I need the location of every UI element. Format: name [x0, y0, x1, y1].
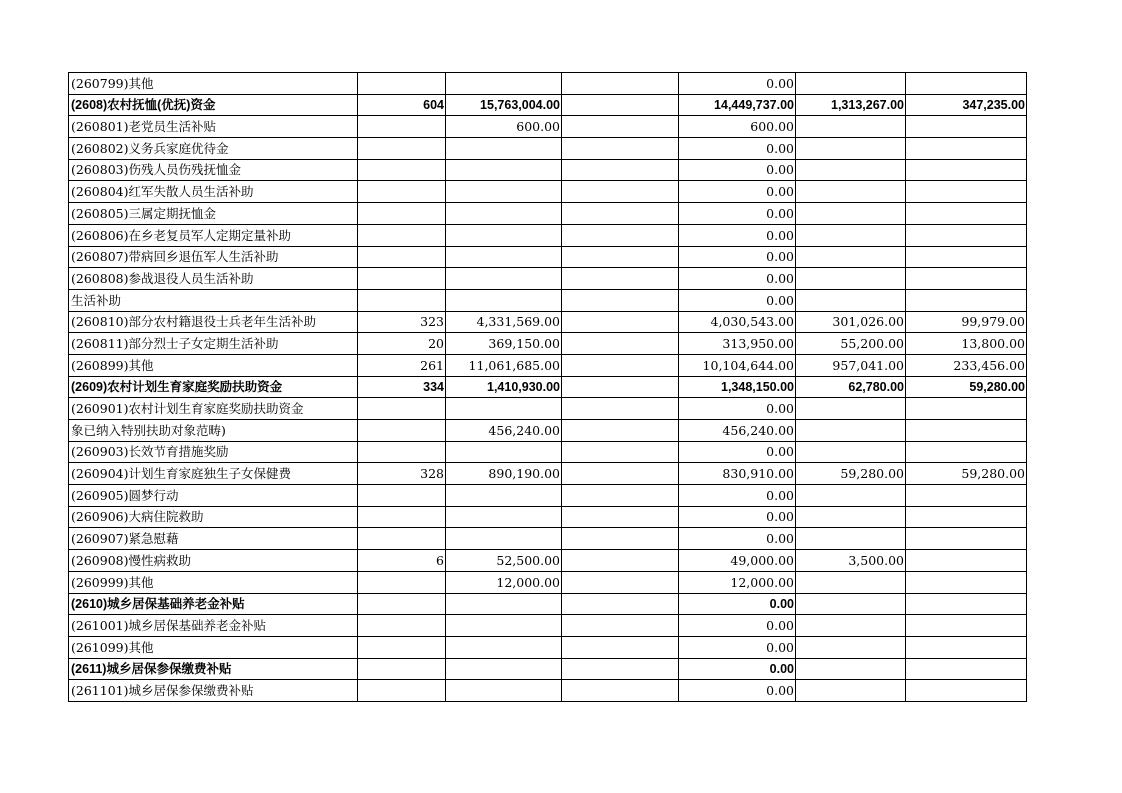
amount-cell-5: 3,500.00 [796, 550, 906, 572]
amount-cell-5 [796, 398, 906, 420]
total-amount-cell: 4,331,569.00 [446, 311, 562, 333]
amount-cell-4: 0.00 [679, 441, 796, 463]
amount-cell-5 [796, 615, 906, 637]
amount-cell-4: 0.00 [679, 485, 796, 507]
amount-cell-4: 14,449,737.00 [679, 94, 796, 116]
total-amount-cell [446, 506, 562, 528]
blank-cell [562, 224, 679, 246]
amount-cell-5: 1,313,267.00 [796, 94, 906, 116]
amount-cell-5 [796, 506, 906, 528]
table-row [69, 420, 1027, 442]
amount-cell-6: 59,280.00 [906, 463, 1027, 485]
item-name-cell: (261099)其他 [69, 636, 358, 658]
category-row [69, 593, 1027, 615]
item-name-cell: (260802)义务兵家庭优待金 [69, 138, 358, 160]
item-name-cell: (260801)老党员生活补贴 [69, 116, 358, 138]
total-amount-cell [446, 159, 562, 181]
count-cell [358, 506, 446, 528]
amount-cell-5 [796, 680, 906, 702]
total-amount-cell: 15,763,004.00 [446, 94, 562, 116]
amount-cell-4: 10,104,644.00 [679, 354, 796, 376]
amount-cell-6 [906, 224, 1027, 246]
amount-cell-6: 347,235.00 [906, 94, 1027, 116]
table-row [69, 550, 1027, 572]
amount-cell-4: 600.00 [679, 116, 796, 138]
total-amount-cell [446, 268, 562, 290]
item-name-cell: (260903)长效节育措施奖励 [69, 441, 358, 463]
amount-cell-5 [796, 441, 906, 463]
table-row [69, 463, 1027, 485]
item-name-cell: (260904)计划生育家庭独生子女保健费 [69, 463, 358, 485]
count-cell [358, 680, 446, 702]
item-name-cell: (261101)城乡居保参保缴费补贴 [69, 680, 358, 702]
total-amount-cell: 600.00 [446, 116, 562, 138]
amount-cell-5: 59,280.00 [796, 463, 906, 485]
total-amount-cell [446, 224, 562, 246]
item-name-cell: (260808)参战退役人员生活补助 [69, 268, 358, 290]
total-amount-cell: 52,500.00 [446, 550, 562, 572]
category-row [69, 94, 1027, 116]
amount-cell-5 [796, 528, 906, 550]
amount-cell-5 [796, 289, 906, 311]
count-cell [358, 571, 446, 593]
amount-cell-6 [906, 615, 1027, 637]
blank-cell [562, 528, 679, 550]
total-amount-cell [446, 615, 562, 637]
table-row [69, 506, 1027, 528]
count-cell [358, 398, 446, 420]
amount-cell-6 [906, 420, 1027, 442]
table-row [69, 636, 1027, 658]
total-amount-cell: 890,190.00 [446, 463, 562, 485]
table-row [69, 224, 1027, 246]
amount-cell-4: 0.00 [679, 528, 796, 550]
amount-cell-5 [796, 203, 906, 225]
amount-cell-6 [906, 680, 1027, 702]
count-cell: 261 [358, 354, 446, 376]
amount-cell-5 [796, 246, 906, 268]
amount-cell-5 [796, 138, 906, 160]
blank-cell [562, 246, 679, 268]
amount-cell-4: 0.00 [679, 159, 796, 181]
amount-cell-4: 0.00 [679, 268, 796, 290]
item-name-cell: (260905)圆梦行动 [69, 485, 358, 507]
table-row [69, 73, 1027, 95]
blank-cell [562, 138, 679, 160]
total-amount-cell [446, 658, 562, 680]
amount-cell-6 [906, 73, 1027, 95]
count-cell: 6 [358, 550, 446, 572]
table-row [69, 571, 1027, 593]
amount-cell-4: 0.00 [679, 246, 796, 268]
amount-cell-4: 0.00 [679, 138, 796, 160]
total-amount-cell [446, 138, 562, 160]
amount-cell-5: 55,200.00 [796, 333, 906, 355]
amount-cell-6: 59,280.00 [906, 376, 1027, 398]
amount-cell-4: 313,950.00 [679, 333, 796, 355]
table-row [69, 268, 1027, 290]
amount-cell-6 [906, 246, 1027, 268]
blank-cell [562, 485, 679, 507]
blank-cell [562, 441, 679, 463]
amount-cell-4: 0.00 [679, 181, 796, 203]
item-name-cell: (260906)大病住院救助 [69, 506, 358, 528]
amount-cell-6 [906, 593, 1027, 615]
blank-cell [562, 550, 679, 572]
total-amount-cell [446, 73, 562, 95]
amount-cell-6 [906, 571, 1027, 593]
count-cell [358, 420, 446, 442]
amount-cell-5: 301,026.00 [796, 311, 906, 333]
blank-cell [562, 181, 679, 203]
count-cell: 20 [358, 333, 446, 355]
item-name-cell: (260907)紧急慰藉 [69, 528, 358, 550]
count-cell [358, 203, 446, 225]
item-name-cell: (260901)农村计划生育家庭奖励扶助资金 [69, 398, 358, 420]
amount-cell-6: 233,456.00 [906, 354, 1027, 376]
blank-cell [562, 354, 679, 376]
total-amount-cell [446, 398, 562, 420]
blank-cell [562, 333, 679, 355]
table-row [69, 441, 1027, 463]
item-name-cell: (260810)部分农村籍退役士兵老年生活补助 [69, 311, 358, 333]
amount-cell-4: 0.00 [679, 398, 796, 420]
table-row [69, 289, 1027, 311]
amount-cell-6 [906, 506, 1027, 528]
total-amount-cell: 11,061,685.00 [446, 354, 562, 376]
table-row [69, 485, 1027, 507]
blank-cell [562, 376, 679, 398]
table-row [69, 116, 1027, 138]
item-name-cell: (260807)带病回乡退伍军人生活补助 [69, 246, 358, 268]
item-name-cell: (2610)城乡居保基础养老金补贴 [69, 593, 358, 615]
count-cell [358, 224, 446, 246]
amount-cell-4: 4,030,543.00 [679, 311, 796, 333]
count-cell [358, 593, 446, 615]
item-name-cell: (260804)红军失散人员生活补助 [69, 181, 358, 203]
count-cell: 604 [358, 94, 446, 116]
amount-cell-6 [906, 441, 1027, 463]
item-name-cell: (260908)慢性病救助 [69, 550, 358, 572]
count-cell: 334 [358, 376, 446, 398]
count-cell [358, 268, 446, 290]
amount-cell-6 [906, 485, 1027, 507]
item-name-cell: 生活补助 [69, 289, 358, 311]
total-amount-cell [446, 485, 562, 507]
amount-cell-6 [906, 203, 1027, 225]
count-cell [358, 159, 446, 181]
amount-cell-4: 0.00 [679, 593, 796, 615]
amount-cell-5 [796, 485, 906, 507]
blank-cell [562, 73, 679, 95]
blank-cell [562, 420, 679, 442]
item-name-cell: (260799)其他 [69, 73, 358, 95]
blank-cell [562, 658, 679, 680]
total-amount-cell [446, 528, 562, 550]
amount-cell-4: 0.00 [679, 506, 796, 528]
blank-cell [562, 116, 679, 138]
count-cell [358, 138, 446, 160]
amount-cell-4: 0.00 [679, 680, 796, 702]
count-cell [358, 658, 446, 680]
blank-cell [562, 311, 679, 333]
item-name-cell: (260899)其他 [69, 354, 358, 376]
amount-cell-4: 12,000.00 [679, 571, 796, 593]
blank-cell [562, 159, 679, 181]
amount-cell-4: 0.00 [679, 658, 796, 680]
amount-cell-6 [906, 658, 1027, 680]
item-name-cell: 象已纳入特别扶助对象范畴) [69, 420, 358, 442]
amount-cell-6 [906, 289, 1027, 311]
blank-cell [562, 398, 679, 420]
total-amount-cell [446, 636, 562, 658]
table-row [69, 181, 1027, 203]
blank-cell [562, 593, 679, 615]
total-amount-cell: 456,240.00 [446, 420, 562, 442]
amount-cell-6 [906, 138, 1027, 160]
count-cell [358, 485, 446, 507]
amount-cell-4: 0.00 [679, 203, 796, 225]
item-name-cell: (261001)城乡居保基础养老金补贴 [69, 615, 358, 637]
amount-cell-5 [796, 268, 906, 290]
item-name-cell: (2608)农村抚恤(优抚)资金 [69, 94, 358, 116]
amount-cell-6: 13,800.00 [906, 333, 1027, 355]
table-row [69, 159, 1027, 181]
count-cell [358, 73, 446, 95]
table-row [69, 311, 1027, 333]
amount-cell-4: 1,348,150.00 [679, 376, 796, 398]
blank-cell [562, 289, 679, 311]
item-name-cell: (260803)伤残人员伤残抚恤金 [69, 159, 358, 181]
total-amount-cell [446, 441, 562, 463]
blank-cell [562, 463, 679, 485]
total-amount-cell [446, 246, 562, 268]
amount-cell-4: 0.00 [679, 636, 796, 658]
count-cell [358, 636, 446, 658]
table-row [69, 615, 1027, 637]
table-row [69, 354, 1027, 376]
amount-cell-4: 0.00 [679, 615, 796, 637]
amount-cell-5 [796, 658, 906, 680]
total-amount-cell: 1,410,930.00 [446, 376, 562, 398]
count-cell [358, 116, 446, 138]
blank-cell [562, 94, 679, 116]
amount-cell-4: 0.00 [679, 73, 796, 95]
amount-cell-4: 0.00 [679, 224, 796, 246]
amount-cell-5 [796, 593, 906, 615]
item-name-cell: (2609)农村计划生育家庭奖励扶助资金 [69, 376, 358, 398]
amount-cell-5 [796, 73, 906, 95]
item-name-cell: (2611)城乡居保参保缴费补贴 [69, 658, 358, 680]
amount-cell-5 [796, 159, 906, 181]
amount-cell-5 [796, 116, 906, 138]
amount-cell-5 [796, 420, 906, 442]
table-row [69, 528, 1027, 550]
count-cell [358, 181, 446, 203]
count-cell [358, 289, 446, 311]
amount-cell-6 [906, 116, 1027, 138]
amount-cell-5 [796, 181, 906, 203]
amount-cell-6 [906, 550, 1027, 572]
category-row [69, 376, 1027, 398]
blank-cell [562, 615, 679, 637]
count-cell [358, 246, 446, 268]
count-cell [358, 615, 446, 637]
table-row [69, 246, 1027, 268]
item-name-cell: (260806)在乡老复员军人定期定量补助 [69, 224, 358, 246]
item-name-cell: (260811)部分烈士子女定期生活补助 [69, 333, 358, 355]
amount-cell-5: 957,041.00 [796, 354, 906, 376]
table-row [69, 138, 1027, 160]
table-row [69, 398, 1027, 420]
total-amount-cell [446, 203, 562, 225]
count-cell: 328 [358, 463, 446, 485]
item-name-cell: (260805)三属定期抚恤金 [69, 203, 358, 225]
total-amount-cell: 369,150.00 [446, 333, 562, 355]
blank-cell [562, 203, 679, 225]
total-amount-cell [446, 680, 562, 702]
amount-cell-6 [906, 528, 1027, 550]
total-amount-cell: 12,000.00 [446, 571, 562, 593]
blank-cell [562, 636, 679, 658]
item-name-cell: (260999)其他 [69, 571, 358, 593]
amount-cell-4: 0.00 [679, 289, 796, 311]
amount-cell-6 [906, 268, 1027, 290]
amount-cell-6 [906, 398, 1027, 420]
budget-table [68, 72, 1027, 702]
total-amount-cell [446, 593, 562, 615]
amount-cell-6 [906, 181, 1027, 203]
count-cell: 323 [358, 311, 446, 333]
amount-cell-6 [906, 636, 1027, 658]
amount-cell-4: 49,000.00 [679, 550, 796, 572]
amount-cell-5 [796, 571, 906, 593]
category-row [69, 658, 1027, 680]
amount-cell-4: 830,910.00 [679, 463, 796, 485]
budget-table-body [69, 73, 1027, 702]
amount-cell-5: 62,780.00 [796, 376, 906, 398]
amount-cell-6: 99,979.00 [906, 311, 1027, 333]
blank-cell [562, 506, 679, 528]
blank-cell [562, 680, 679, 702]
amount-cell-4: 456,240.00 [679, 420, 796, 442]
amount-cell-5 [796, 224, 906, 246]
amount-cell-6 [906, 159, 1027, 181]
total-amount-cell [446, 181, 562, 203]
table-row [69, 333, 1027, 355]
table-row [69, 203, 1027, 225]
blank-cell [562, 268, 679, 290]
count-cell [358, 441, 446, 463]
count-cell [358, 528, 446, 550]
table-row [69, 680, 1027, 702]
blank-cell [562, 571, 679, 593]
amount-cell-5 [796, 636, 906, 658]
total-amount-cell [446, 289, 562, 311]
